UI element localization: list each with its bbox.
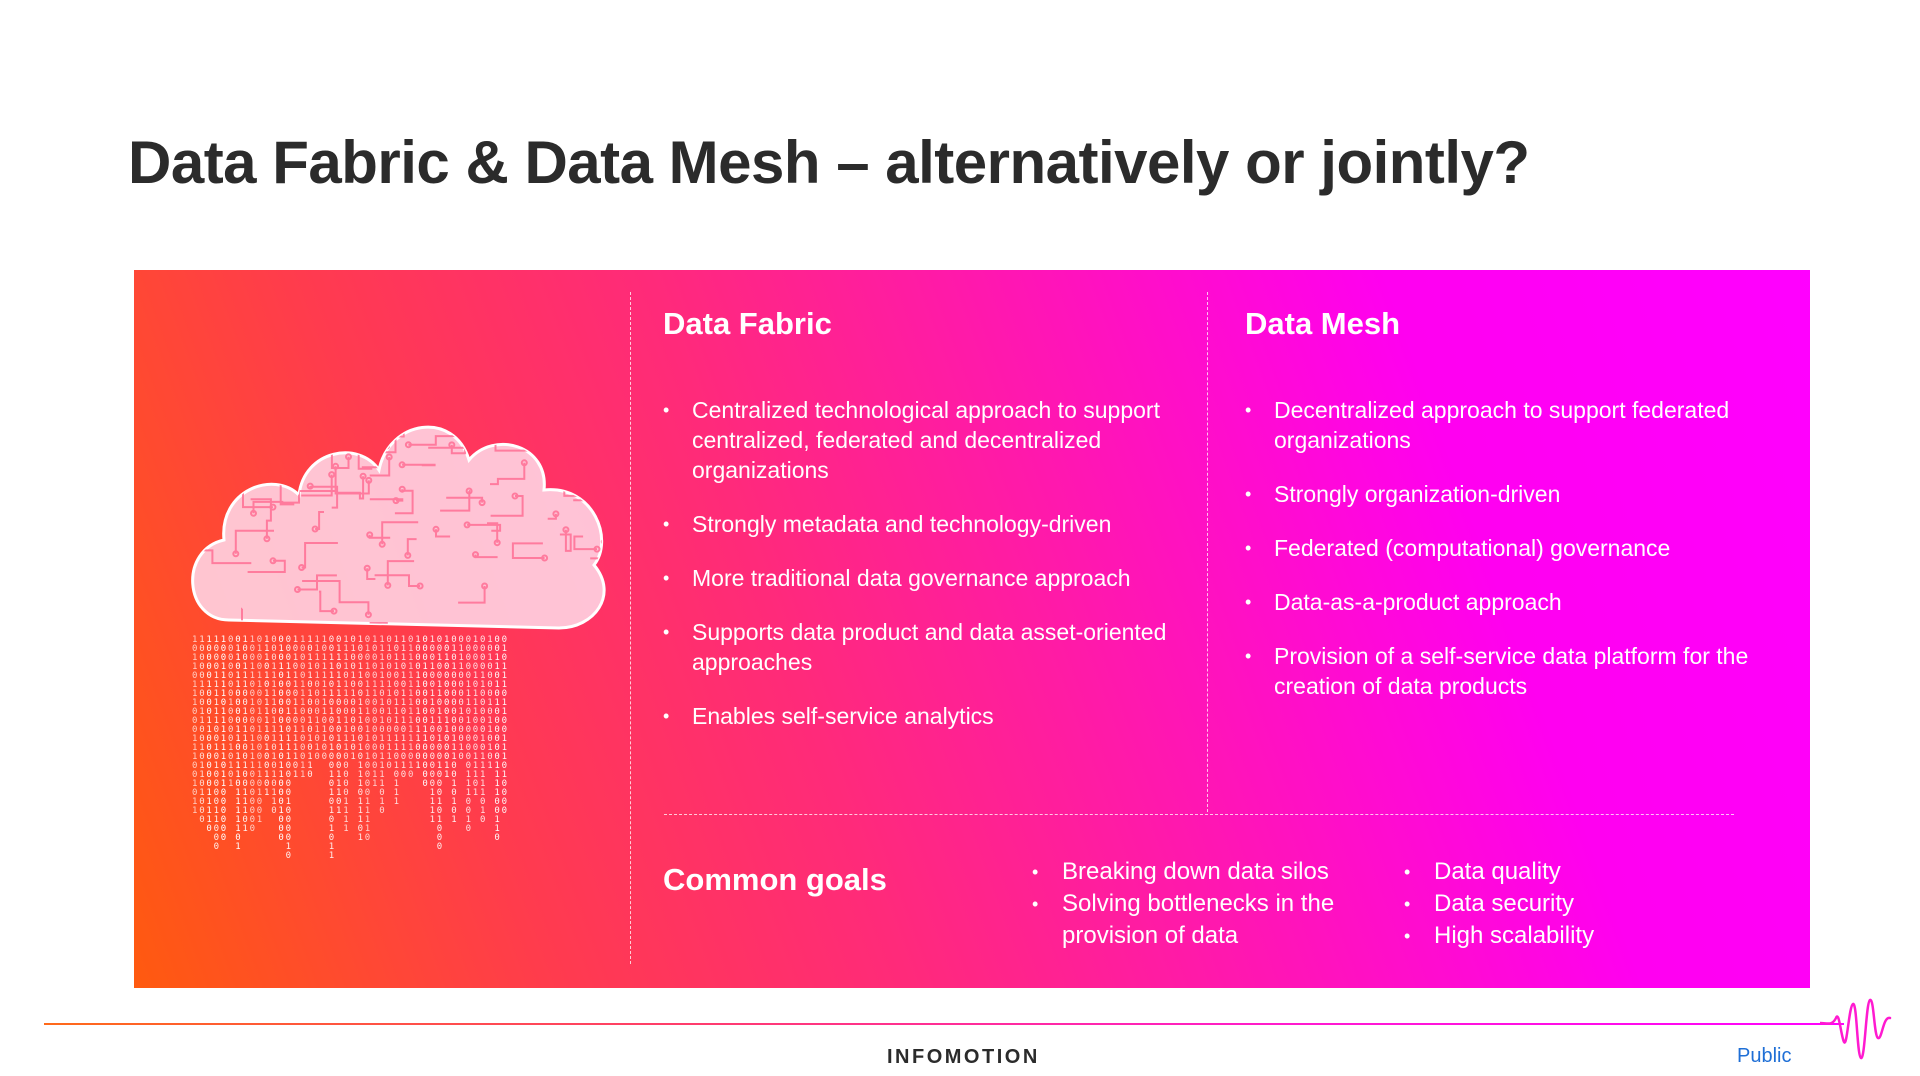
binary-digit-column: 1 0 0 0 1 0 1 1 1 0 0 0 0 1 1 1 0 1 bbox=[472, 635, 479, 798]
list-item: • Strongly metadata and technology-driven bbox=[663, 509, 1183, 539]
list-item: • Solving bottlenecks in the provision of data bbox=[1032, 888, 1372, 952]
binary-digit-column: 0 1 1 0 1 1 0 0 0 0 1 1 0 1 1 1 0 1 1 1 1 1 0 1 bbox=[235, 635, 241, 852]
binary-digit-column: 0 0 0 0 0 1 1 1 0 1 0 0 0 0 0 1 1 1 0 0 1 0 bbox=[465, 635, 472, 834]
list-item: • High scalability bbox=[1404, 920, 1724, 952]
list-item: • Provision of a self-service data platform for the creation of data products bbox=[1245, 641, 1765, 701]
list-item: • Federated (computational) governance bbox=[1245, 533, 1765, 563]
mesh-heading: Data Mesh bbox=[1245, 306, 1401, 341]
binary-digit-column: 0 0 0 1 1 1 1 1 0 1 1 1 0 1 0 1 0 1 1 0 bbox=[271, 635, 277, 816]
binary-digit-column: 1 0 1 1 1 1 1 1 1 0 1 1 0 0 bbox=[321, 635, 328, 762]
binary-digit-column: 0 1 1 1 0 0 0 0 1 0 0 0 1 0 bbox=[458, 635, 464, 762]
circuit-trace bbox=[179, 488, 194, 514]
goals-list-left bbox=[1032, 856, 1372, 952]
circuit-trace bbox=[230, 430, 281, 437]
circuit-node bbox=[209, 451, 214, 456]
list-item: • Data security bbox=[1404, 888, 1724, 920]
circuit-trace bbox=[209, 437, 212, 454]
circuit-trace bbox=[174, 522, 194, 528]
binary-digit-column: 1 0 0 0 1 1 0 0 1 0 1 1 0 0 1 bbox=[415, 635, 421, 771]
binary-digit-column: 1 0 0 0 0 1 1 0 0 0 0 0 0 0 0 1 1 bbox=[372, 635, 378, 789]
list-item: • Breaking down data silos bbox=[1032, 856, 1372, 888]
circuit-trace bbox=[353, 427, 400, 435]
list-item: • Enables self-service analytics bbox=[663, 701, 1183, 731]
binary-digit-column: 1 0 1 0 1 1 0 1 1 0 1 1 1 1 0 1 bbox=[292, 635, 299, 780]
binary-digit-column: 0 1 0 0 1 0 1 0 0 0 0 1 0 1 bbox=[350, 635, 356, 762]
binary-digit-column: 1 1 1 1 1 1 0 1 0 1 0 1 0 1 1 1 1 0 1 0 bbox=[379, 635, 385, 816]
binary-digit-column: 1 0 0 0 1 1 1 1 1 1 0 0 1 0 1 0 0 0 0 1 1 0 0 0 bbox=[213, 635, 220, 852]
list-item: • Data quality bbox=[1404, 856, 1724, 888]
circuit-node bbox=[199, 474, 204, 479]
circuit-node bbox=[363, 438, 368, 443]
goals-divider bbox=[664, 814, 1734, 815]
circuit-node bbox=[254, 627, 259, 632]
list-item: • Decentralized approach to support federated organizations bbox=[1245, 395, 1765, 455]
circuit-trace bbox=[495, 418, 534, 426]
classification-label: Public bbox=[1737, 1045, 1792, 1067]
binary-digit-column: 0 0 0 0 1 1 0 0 0 0 0 1 0 1 1 1 1 1 0 1 0 bbox=[480, 635, 486, 825]
circuit-node bbox=[393, 430, 398, 435]
binary-digit-column: 0 1 0 1 0 0 0 0 0 0 0 1 1 1 0 0 1 0 1 0 1 bbox=[451, 635, 457, 825]
column-divider bbox=[1207, 292, 1208, 812]
circuit-trace bbox=[217, 474, 255, 475]
list-item: • Data-as-a-product approach bbox=[1245, 587, 1765, 617]
circuit-node bbox=[562, 479, 567, 484]
circuit-trace bbox=[184, 459, 222, 464]
binary-digit-column: 0 0 0 0 0 0 0 1 0 0 0 0 1 0 1 0 1 bbox=[228, 635, 234, 789]
circuit-trace bbox=[249, 434, 259, 455]
list-item: • More traditional data governance approach bbox=[663, 563, 1183, 593]
list-item: • Strongly organization-driven bbox=[1245, 479, 1765, 509]
circuit-node bbox=[493, 416, 498, 421]
circuit-node bbox=[201, 507, 206, 512]
binary-digit-column: 0 1 0 1 1 1 0 1 1 0 0 1 1 1 0 1 0 0 0 0 bbox=[501, 635, 508, 816]
slide-title: Data Fabric & Data Mesh – alternatively or jointly? bbox=[128, 129, 1530, 196]
circuit-node bbox=[177, 486, 182, 491]
binary-digit-column: 1 1 1 0 1 0 0 0 0 1 1 0 1 0 bbox=[314, 635, 320, 762]
binary-digit-column: 1 0 0 1 1 0 0 1 0 0 0 1 1 1 1 0 0 0 0 0 0 0 bbox=[249, 635, 256, 834]
list-item: • Supports data product and data asset-oriented approaches bbox=[663, 617, 1183, 677]
binary-rain-cloud-icon bbox=[174, 380, 614, 880]
circuit-trace bbox=[364, 440, 379, 453]
circuit-node bbox=[566, 400, 571, 405]
circuit-trace bbox=[203, 495, 219, 510]
waveform-squiggle-icon bbox=[1820, 996, 1900, 1066]
circuit-node bbox=[378, 449, 383, 454]
fabric-heading: Data Fabric bbox=[663, 306, 832, 341]
binary-digit-column: 1 0 0 0 0 1 1 1 0 0 1 0 0 0 1 1 bbox=[300, 635, 306, 780]
circuit-node bbox=[256, 431, 261, 436]
circuit-node bbox=[291, 437, 296, 442]
binary-digit-column: 0 1 1 0 1 1 1 0 0 1 0 1 0 0 0 1 1 1 0 1 bbox=[336, 635, 342, 816]
binary-digit-column: 0 0 1 1 0 1 0 1 0 0 0 0 0 0 1 1 1 1 0 0 1 1 0 bbox=[494, 635, 500, 843]
circuit-trace bbox=[300, 425, 317, 435]
circuit-node bbox=[492, 437, 497, 442]
binary-digit-column: 1 0 0 1 1 0 0 1 1 1 0 0 1 0 1 1 1 0 1 1 1 0 1 bbox=[357, 635, 364, 843]
binary-digit-column: 1 1 1 1 0 1 1 0 0 1 1 1 1 0 0 0 0 0 1 1 1 1 bbox=[343, 635, 349, 834]
binary-digit-column: 0 0 1 0 0 1 1 0 1 1 0 1 0 0 1 0 0 0 1 0 1 0 0 0 bbox=[436, 635, 443, 852]
circuit-node bbox=[252, 473, 257, 478]
mesh-list bbox=[1245, 395, 1765, 725]
binary-digit-column: 1 1 1 0 1 0 1 1 0 1 0 1 1 0 1 0 bbox=[400, 635, 407, 780]
circuit-node bbox=[367, 416, 372, 421]
binary-digit-column: 1 0 1 1 1 0 1 0 0 1 0 1 0 1 1 0 bbox=[307, 635, 313, 780]
circuit-node bbox=[335, 401, 340, 406]
binary-digit-column: 0 0 0 1 0 0 0 0 0 0 1 1 0 0 0 0 0 bbox=[422, 635, 428, 789]
circuit-node bbox=[243, 478, 248, 483]
binary-digit-column: 0 1 0 0 1 1 0 0 1 0 1 0 0 0 1 1 0 1 0 0 1 bbox=[256, 635, 263, 825]
binary-digit-column: 0 1 0 1 0 1 1 0 1 0 1 1 0 1 0 0 0 0 1 1 1 1 0 bbox=[364, 635, 371, 843]
binary-digit-column: 1 0 0 0 0 1 0 0 1 1 0 0 1 0 1 1 0 1 0 0 0 bbox=[199, 635, 205, 825]
binary-digit-column: 1 0 0 1 0 0 1 1 0 1 0 0 0 0 0 0 0 1 1 1 1 bbox=[429, 635, 436, 825]
circuit-node bbox=[609, 427, 614, 432]
binary-digit-column: 0 1 0 1 0 0 0 0 0 0 1 1 1 0 1 1 0 0 0 1 0 0 0 bbox=[278, 635, 284, 843]
circuit-node bbox=[279, 435, 284, 440]
binary-digit-column: 1 0 0 0 0 1 0 0 0 1 1 0 0 0 0 0 0 1 1 1 1 0 bbox=[206, 635, 212, 834]
binary-digit-column: 0 0 1 1 1 0 1 0 1 0 0 0 1 0 0 1 0 1 0 1 0 1 0 1 1 bbox=[328, 635, 335, 861]
binary-digit-column: 1 0 1 0 0 0 0 0 0 1 1 0 0 0 1 1 bbox=[444, 635, 450, 780]
brand-name: INFOMOTION bbox=[887, 1046, 1040, 1068]
binary-digit-column: 0 0 0 1 1 0 0 0 1 0 0 1 1 1 0 0 0 0 1 0 0 0 0 1 0 bbox=[285, 635, 292, 861]
circuit-node bbox=[180, 539, 185, 544]
circuit-trace bbox=[294, 439, 326, 443]
binary-digit-column: 0 1 0 0 0 1 1 0 1 0 0 1 1 1 0 bbox=[386, 635, 392, 771]
binary-digit-column: 1 0 1 1 0 1 1 1 0 0 0 1 1 1 0 0 1 0 1 1 bbox=[192, 635, 198, 816]
left-divider bbox=[630, 292, 631, 964]
binary-digit-column: 1 1 1 0 1 0 1 1 1 1 1 0 1 0 0 1 0 1 bbox=[264, 635, 270, 798]
footer-gradient-line bbox=[44, 1023, 1844, 1025]
circuit-node bbox=[318, 439, 323, 444]
list-item: • Centralized technological approach to support centralized, federated and decentralized organizations bbox=[663, 395, 1183, 485]
common-goals-heading: Common goals bbox=[663, 862, 887, 897]
binary-digit-column: 1 0 1 1 0 0 0 1 1 1 0 1 1 0 1 0 1 1 1 bbox=[393, 635, 400, 807]
goals-list-right bbox=[1404, 856, 1724, 952]
circuit-trace bbox=[349, 418, 370, 443]
binary-digit-column: 1 0 0 1 1 1 0 0 1 0 1 1 0 0 1 0 0 1 1 1 0 1 bbox=[242, 635, 248, 834]
circuit-node bbox=[351, 433, 356, 438]
circuit-trace bbox=[338, 403, 371, 438]
circuit-trace bbox=[560, 402, 569, 424]
circuit-node bbox=[314, 433, 319, 438]
fabric-list bbox=[663, 395, 1183, 755]
content-panel bbox=[134, 270, 1810, 988]
binary-digit-column: 0 1 1 1 1 1 1 1 1 1 1 1 1 0 1 0 bbox=[408, 635, 414, 780]
binary-digit-column: 1 0 0 1 1 1 1 0 1 1 1 1 1 1 0 1 1 0 0 0 0 0 0 bbox=[220, 635, 227, 843]
binary-digit-column: 1 0 1 0 0 0 0 1 0 1 1 0 1 0 1 bbox=[487, 635, 493, 771]
circuit-trace bbox=[261, 421, 321, 442]
circuit-trace bbox=[201, 476, 229, 494]
circuit-trace bbox=[582, 430, 614, 446]
circuit-node bbox=[181, 462, 186, 467]
